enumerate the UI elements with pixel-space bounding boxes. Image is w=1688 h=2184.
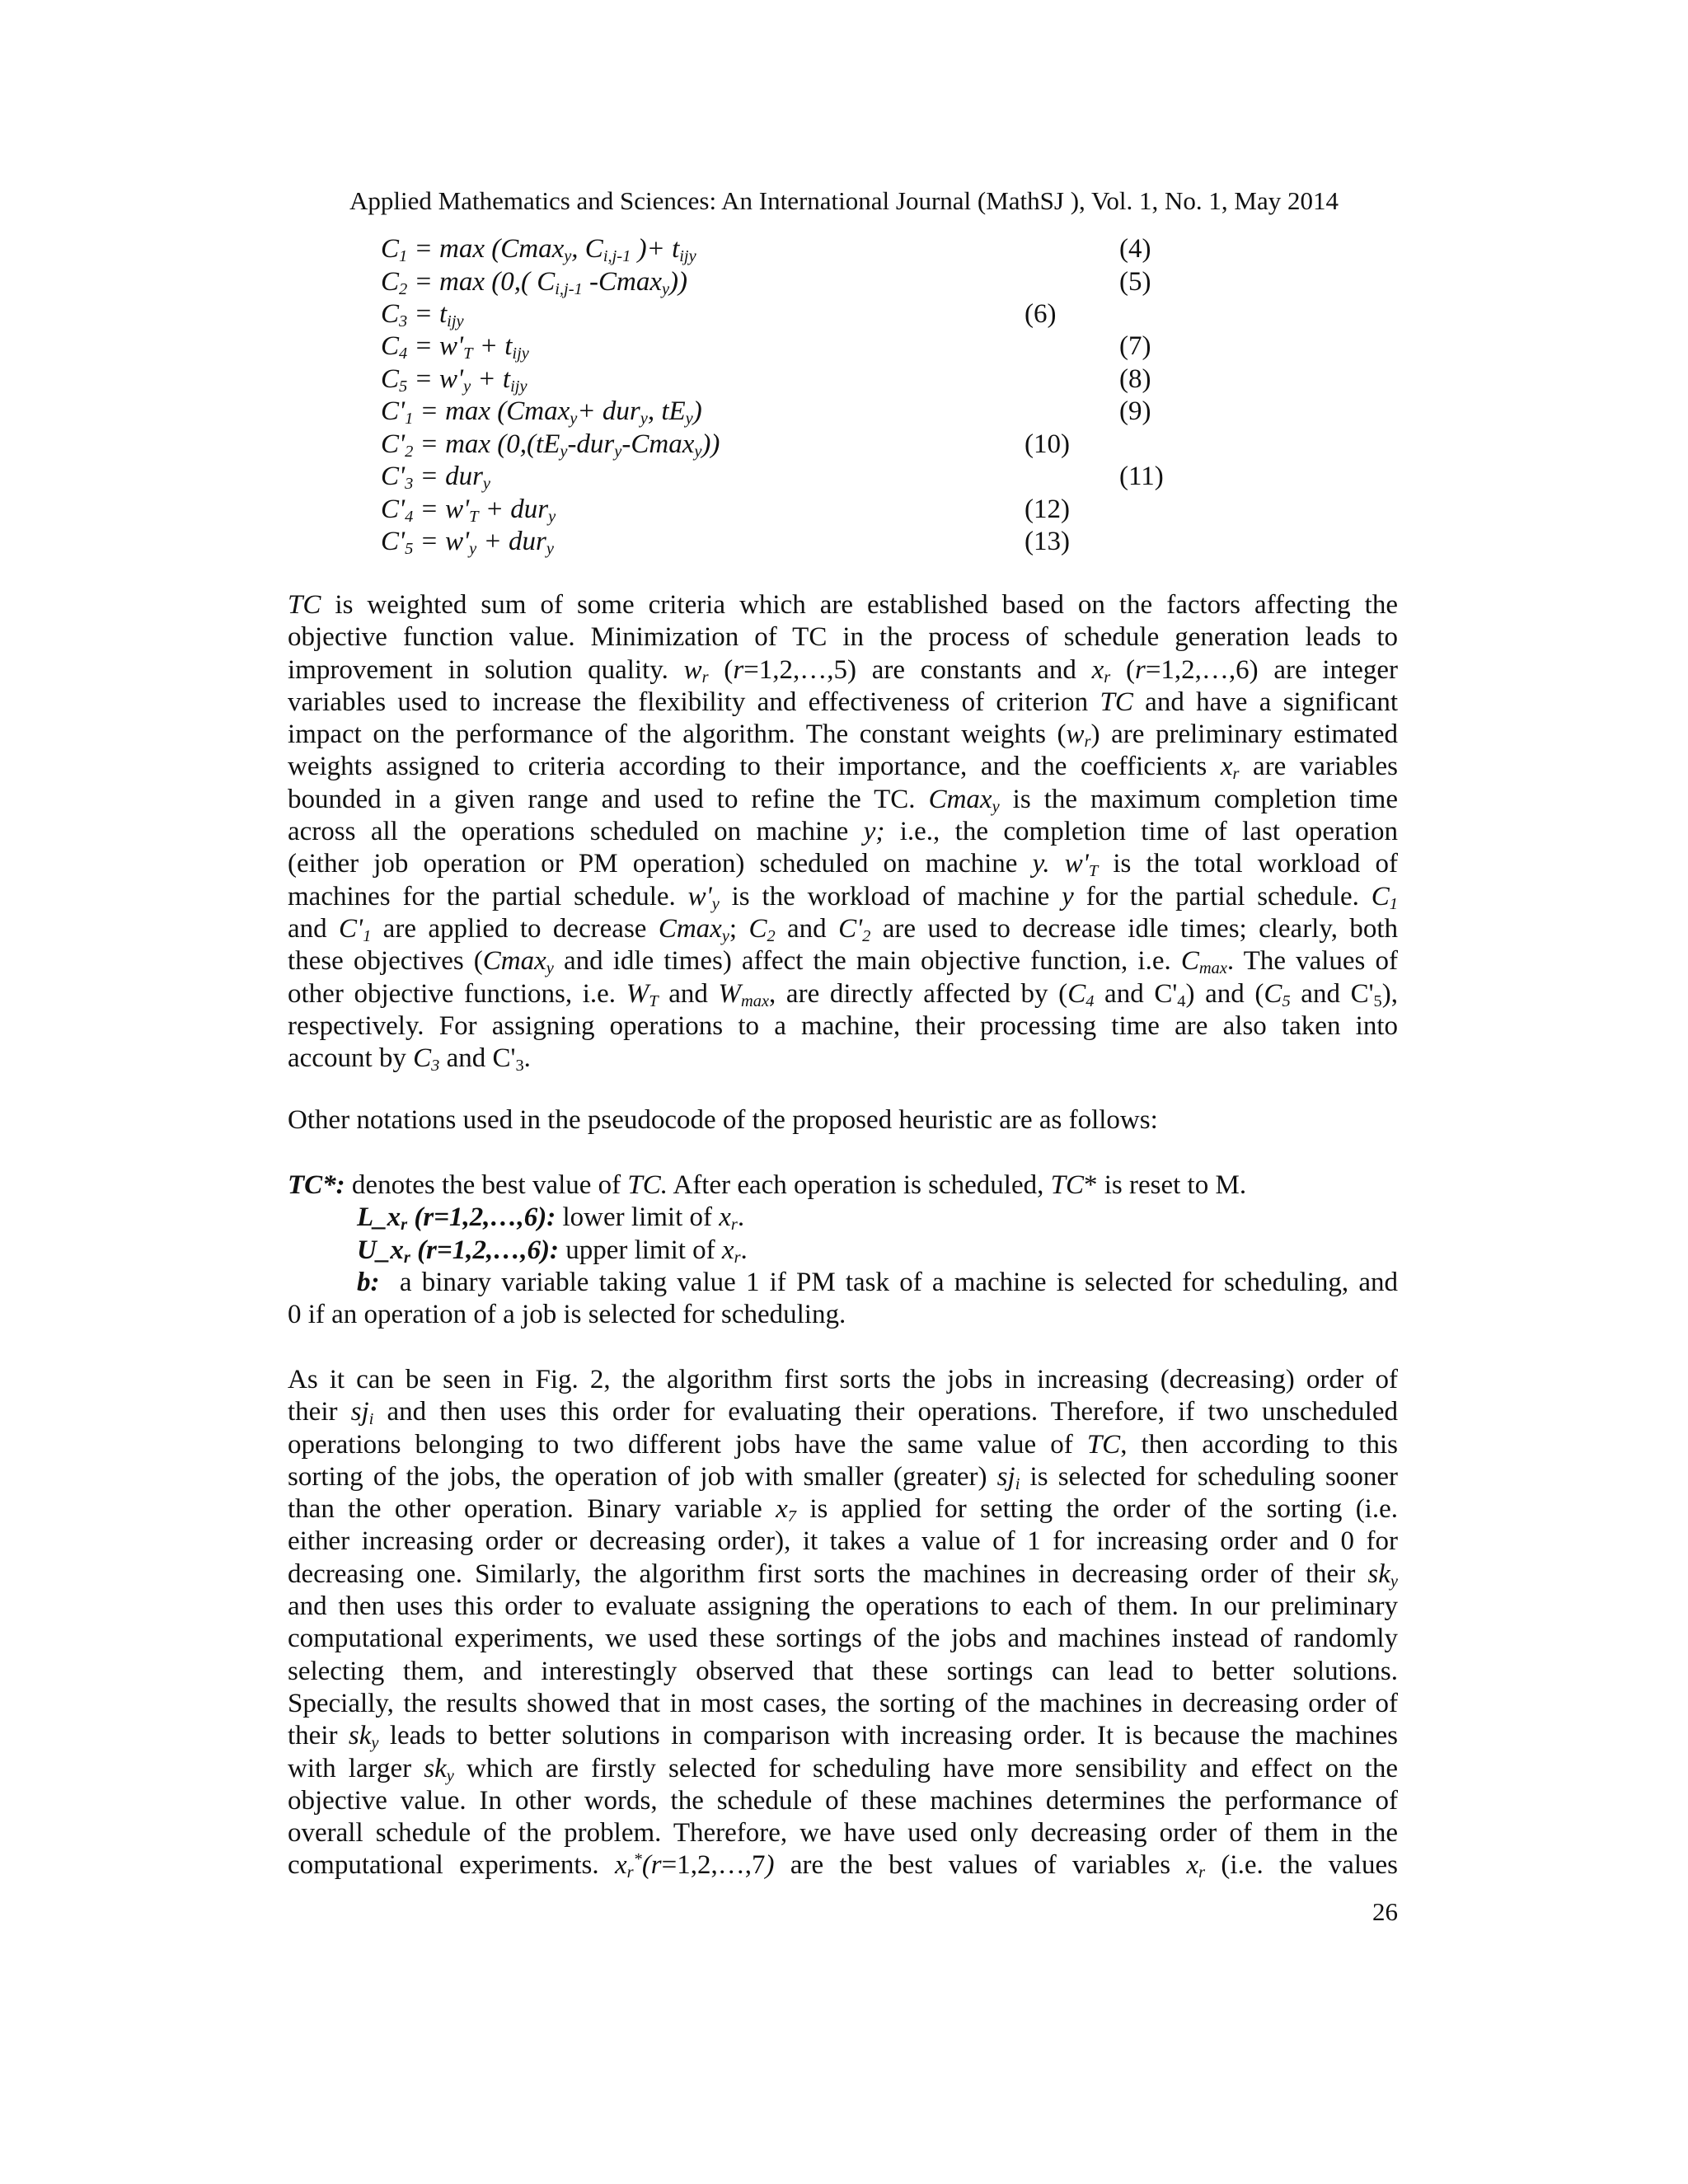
equation-6: $C_3 = t_{ijy}$ [381, 299, 464, 331]
notation-text: a binary variable taking value 1 if PM task of a machine is selected for scheduling, and [399, 1268, 1399, 1297]
page-number: 26 [1372, 1897, 1398, 1926]
notation-binary-b: b: a binary variable taking value 1 if PM task of a machine is selected for scheduling, and 0 if an operation of a job is selected for scheduling. [288, 1267, 1398, 1332]
equation-number: (13) [1025, 527, 1070, 556]
notation-text: is reset to M. [1104, 1170, 1247, 1200]
equation-number: (6) [1025, 299, 1057, 329]
notation-text: upper limit of [565, 1235, 715, 1265]
equation-7: $C_4 = w'_T + t_{ijy}$ [381, 331, 529, 363]
equation-10: $C'_2 = \max (0,(tE_y-dur_y-Cmax_y))$ [381, 429, 720, 462]
paragraph-tc-description: TC is weighted sum of some criteria which are established based on the factors affecting the objective function value. Minimization of TC in the process of schedule generation leads to improvement in solution quality. $w_r$ (r=1,2,…,5) are constants and $x_r$ (r=1,2,…,6) are integer variables used to increase the flexibility and effectiveness of criterion TC and have a significant impact on the performance of the algorithm. The constant weights $(w_r)$ are preliminary estimated weights assigned to criteria according to their importance, and the coefficients $x_r$ are variables bounded in a given range and used to refine the TC. Cmax$_y$ is the maximum completion time across all the operations scheduled on machine y; i.e., the completion time of last operation (either job operation or PM operation) scheduled on machine y. $w'_T$ is the total workload of machines for the partial schedule. $w'_y$ is the workload of machine y for the partial schedule. $C_1$ and $C'_1$ are applied to decrease Cmax$_y$; $C_2$ and $C'_2$ are used to decrease idle times; clearly, both these objectives (Cmax$_y$ and idle times) affect the main objective function, i.e. $C_{max}$. The values of other objective functions, i.e. $W_T$ and $W_{max}$, are directly affected by ($C_4$ and $C'_4$) and ($C_5$ and $C'_5$), respectively. For assigning operations to a machine, their processing time are also taken into account by $C_3$ and $C'_3$. [288, 590, 1399, 1076]
equation-11: $C'_3 = dur_y$ [381, 462, 490, 494]
equation-number: (9) [1119, 396, 1151, 426]
equation-12: $C'_4 = w'_T + dur_y$ [381, 494, 556, 527]
notation-tc-star: TC*: denotes the best value of TC. After each operation is scheduled, TC* is reset to M. [288, 1170, 1247, 1200]
equation-8: $C_5 = w'_y + t_{ijy}$ [381, 364, 528, 396]
equation-4: $C_1 = \max (Cmax_y$, $C_{i,j-1}$ )+ $t_{ijy}$ [381, 234, 696, 266]
notation-text: denotes the best value of [351, 1170, 621, 1200]
paragraph-sorting: As it can be seen in Fig. 2, the algorithm first sorts the jobs in increasing (decreasing) order of their $sj_i$ and then uses this order for evaluating their operations. Therefore, if two unscheduled operations belonging to two different jobs have the same value of TC, then according to this sorting of the jobs, the operation of job with smaller (greater) $sj_i$ is selected for scheduling sooner than the other operation. Binary variable $x_7$ is applied for setting the order of the sorting (i.e. either increasing order or decreasing order), it takes a value of 1 for increasing order and 0 for decreasing one. Similarly, the algorithm first sorts the machines in decreasing order of their $sk_y$ and then uses this order to evaluate assigning the operations to each of them. In our preliminary computational experiments, we used these sortings of the jobs and machines instead of randomly selecting them, and interestingly observed that these sortings can lead to better solutions. Specially, the results showed that in most cases, the sorting of the machines in decreasing order of their $sk_y$ leads to better solutions in comparison with increasing order. It is because the machines with larger $sk_y$ which are firstly selected for scheduling have more sensibility and effect on the objective value. In other words, the schedule of these machines determines the performance of overall schedule of the problem. Therefore, we have used only decreasing order of them in the computational experiments. $x_r^*(r=1,2,\dots,7)$ are the best values of variables $x_r$ (i.e. the values [288, 1365, 1399, 1882]
equation-13: $C'_5 = w'_y + dur_y$ [381, 527, 554, 559]
paragraph-other-notations: Other notations used in the pseudocode of the proposed heuristic are as follows: [288, 1105, 1158, 1135]
equation-5: $C_2 = \max (0$,( $C_{i,j-1}$ -Cmax$_y$)) [381, 267, 688, 299]
equation-number: (10) [1025, 429, 1070, 459]
notation-upper-limit: $U\_x_r$ (r=1,2,…,6): upper limit of $x_r$. [357, 1235, 748, 1268]
equation-number: (12) [1025, 494, 1070, 524]
notation-lower-limit: $L\_x_r$ (r=1,2,…,6): lower limit of $x_r$. [357, 1202, 745, 1235]
equation-number: (11) [1119, 462, 1164, 491]
equation-number: (4) [1119, 234, 1151, 264]
equation-number: (5) [1119, 267, 1151, 297]
equation-9: $C'_1 = \max (Cmax_y+ dur_y$, $tE_y$) [381, 396, 702, 429]
equation-number: (8) [1119, 364, 1151, 394]
notation-text: 0 if an operation of a job is selected for scheduling. [288, 1300, 846, 1330]
journal-header: Applied Mathematics and Sciences: An International Journal (MathSJ ), Vol. 1, No. 1, May 2014 [349, 186, 1339, 215]
notation-text: lower limit of [562, 1202, 712, 1232]
notation-text: After each operation is scheduled, [673, 1170, 1044, 1200]
equation-number: (7) [1119, 331, 1151, 361]
